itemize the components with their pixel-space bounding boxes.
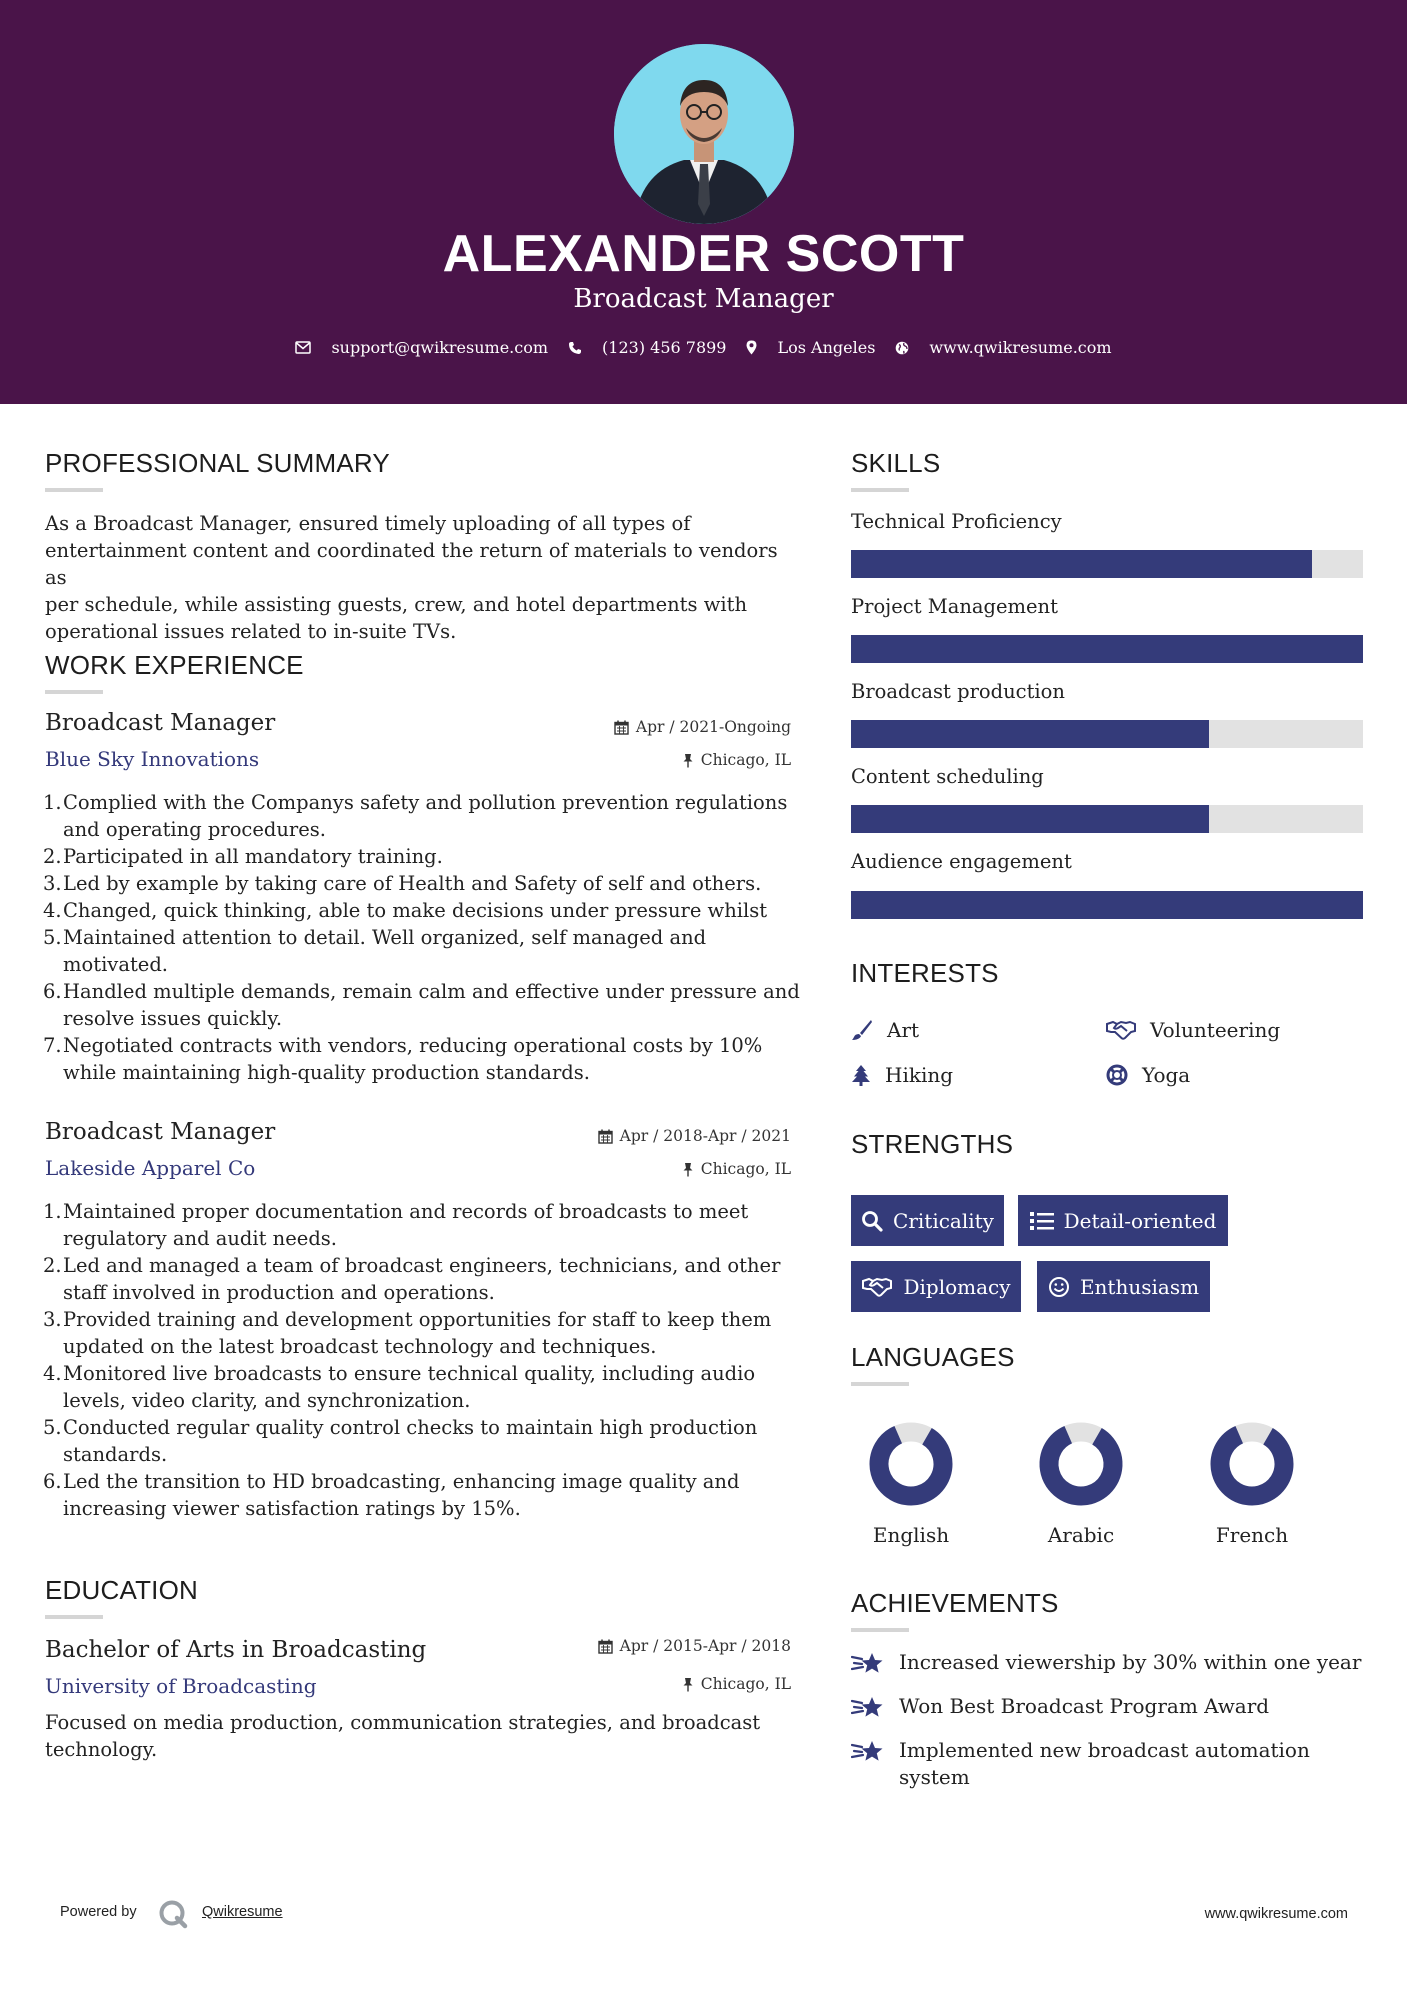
list-number: 2.: [43, 1254, 62, 1277]
list-item-line: levels, video clarity, and synchronization.: [63, 1389, 471, 1412]
contact-location: [746, 338, 875, 357]
candidate-title: Broadcast Manager: [573, 284, 834, 314]
list-item-line: while maintaining high-quality production standards.: [63, 1061, 590, 1084]
smile-icon: [1048, 1276, 1070, 1298]
lifering-icon: [1106, 1064, 1128, 1086]
strength-badge: [851, 1195, 1004, 1246]
contact-website[interactable]: [895, 338, 1111, 357]
strength-badge: [1018, 1195, 1228, 1246]
skill-bar-fill: [851, 550, 1312, 578]
languages-heading-rule: [851, 1382, 909, 1386]
resume-header: [0, 0, 1407, 404]
list-item-line: Led and managed a team of broadcast engineers, technicians, and other: [63, 1254, 781, 1277]
list-item: [45, 978, 815, 1032]
job-location-text: Chicago, IL: [700, 751, 791, 769]
list-item: [45, 1468, 815, 1522]
contact-phone-text: (123) 456 7899: [602, 338, 727, 357]
handshake-icon: [1106, 1020, 1136, 1040]
job-location: [500, 751, 791, 769]
shooting-star-icon: [851, 1693, 885, 1721]
list-item-line: staff involved in production and operations.: [63, 1281, 495, 1304]
list-item: [45, 1414, 815, 1468]
calendar-icon: [614, 720, 629, 735]
achievement-line: Won Best Broadcast Program Award: [899, 1694, 1270, 1718]
skill-label: Audience engagement: [851, 850, 1072, 873]
interest-label: Yoga: [1142, 1063, 1191, 1087]
job-dates-text: Apr / 2018-Apr / 2021: [619, 1127, 791, 1145]
achievement-line: system: [899, 1765, 970, 1789]
job-location-text: Chicago, IL: [700, 1160, 791, 1178]
list-item-line: resolve issues quickly.: [63, 1007, 283, 1030]
list-item-line: Handled multiple demands, remain calm and effective under pressure and: [63, 980, 800, 1003]
search-icon: [861, 1210, 883, 1232]
summary-text: [45, 510, 805, 645]
list-item-line: Led by example by taking care of Health and Safety of self and others.: [63, 872, 762, 895]
degree-title: Bachelor of Arts in Broadcasting: [45, 1637, 427, 1663]
summary-line: As a Broadcast Manager, ensured timely uploading of all types of: [45, 512, 691, 535]
education-dates-text: Apr / 2015-Apr / 2018: [619, 1637, 791, 1655]
list-item-line: Changed, quick thinking, able to make decisions under pressure whilst: [63, 899, 768, 922]
achievements-heading-rule: [851, 1628, 909, 1632]
person-portrait-image: [614, 44, 794, 224]
education-line: technology.: [45, 1738, 158, 1761]
interest-label: Hiking: [885, 1063, 954, 1087]
interest-label: Volunteering: [1150, 1018, 1281, 1042]
list-number: 4.: [43, 899, 62, 922]
strength-badge: [1037, 1261, 1210, 1312]
list-item-line: Maintained attention to detail. Well organized, self managed and: [63, 926, 707, 949]
skill-bar-fill: [851, 805, 1209, 833]
strength-badge: [851, 1261, 1021, 1312]
list-number: 2.: [43, 845, 62, 868]
achievement-line: Increased viewership by 30% within one year: [899, 1650, 1362, 1674]
achievement-text: [899, 1693, 1269, 1720]
summary-line: per schedule, while assisting guests, crew, and hotel departments with: [45, 593, 748, 616]
list-item-line: standards.: [63, 1443, 168, 1466]
envelope-icon: [295, 341, 311, 354]
list-item-line: Complied with the Companys safety and pollution prevention regulations: [63, 791, 788, 814]
contact-location-text: Los Angeles: [777, 338, 876, 357]
summary-line: operational issues related to in-suite TVs.: [45, 620, 457, 643]
education-heading-rule: [45, 1615, 103, 1619]
list-item-line: increasing viewer satisfaction ratings by 15%.: [63, 1497, 521, 1520]
list-number: 5.: [43, 1416, 62, 1439]
skill-bar-fill: [851, 635, 1363, 663]
skill-label: Content scheduling: [851, 765, 1044, 788]
language-label: English: [872, 1523, 950, 1547]
list-item-line: Participated in all mandatory training.: [63, 845, 443, 868]
pushpin-icon: [682, 1162, 694, 1177]
summary-heading: PROFESSIONAL SUMMARY: [45, 448, 390, 478]
interests-heading: INTERESTS: [851, 958, 999, 988]
strength-label: Enthusiasm: [1079, 1274, 1200, 1299]
summary-line: entertainment content and coordinated the return of materials to vendors as: [45, 539, 778, 589]
list-item: [45, 1032, 815, 1086]
contact-email[interactable]: [295, 338, 548, 357]
list-number: 6.: [43, 980, 62, 1003]
job-title: Broadcast Manager: [45, 710, 276, 736]
calendar-icon: [598, 1129, 613, 1144]
paintbrush-icon: [851, 1019, 873, 1041]
job-dates: [500, 718, 791, 736]
list-item-line: and operating procedures.: [63, 818, 327, 841]
skill-bar-fill: [851, 720, 1209, 748]
experience-heading: WORK EXPERIENCE: [45, 650, 304, 680]
list-number: 6.: [43, 1470, 62, 1493]
achievements-heading: ACHIEVEMENTS: [851, 1588, 1059, 1618]
list-item-line: motivated.: [63, 953, 169, 976]
achievement-item: [851, 1649, 1371, 1677]
contact-bar: [0, 338, 1407, 357]
company-name: Blue Sky Innovations: [45, 747, 260, 771]
powered-by-text: Powered by: [60, 1904, 137, 1920]
skill-bar: [851, 720, 1363, 748]
list-item-line: regulatory and audit needs.: [63, 1227, 338, 1250]
job-location: [500, 1160, 791, 1178]
shooting-star-icon: [851, 1649, 885, 1677]
skills-heading: SKILLS: [851, 448, 941, 478]
list-item: [45, 897, 815, 924]
language-label: Arabic: [1047, 1523, 1115, 1547]
interest-item: [851, 1018, 919, 1042]
skill-label: Technical Proficiency: [851, 510, 1062, 533]
handshake-icon: [861, 1277, 893, 1297]
list-item: [45, 1306, 815, 1360]
list-item: [45, 843, 815, 870]
job-dates-text: Apr / 2021-Ongoing: [635, 718, 791, 736]
achievement-item: [851, 1693, 1371, 1721]
list-number: 3.: [43, 1308, 62, 1331]
strength-label: Criticality: [893, 1208, 994, 1233]
list-item: [45, 1360, 815, 1414]
interest-item: [851, 1063, 953, 1087]
skills-heading-rule: [851, 488, 909, 492]
strength-label: Detail-oriented: [1063, 1208, 1217, 1233]
contact-email-text: support@qwikresume.com: [331, 338, 549, 357]
qwikresume-logo-icon: [158, 1899, 188, 1929]
list-item: [45, 924, 815, 978]
map-pin-icon: [746, 340, 757, 355]
job-title: Broadcast Manager: [45, 1119, 276, 1145]
interest-item: [1106, 1018, 1280, 1042]
education-location-text: Chicago, IL: [700, 1675, 791, 1693]
calendar-icon: [598, 1639, 613, 1654]
contact-website-text: www.qwikresume.com: [929, 338, 1112, 357]
skill-bar: [851, 805, 1363, 833]
skill-bar-fill: [851, 891, 1363, 919]
list-item-line: Negotiated contracts with vendors, reducing operational costs by 10%: [63, 1034, 763, 1057]
list-item-line: Maintained proper documentation and records of broadcasts to meet: [63, 1200, 749, 1223]
language-donut: [868, 1421, 954, 1507]
list-number: 1.: [43, 1200, 62, 1223]
phone-icon: [568, 341, 582, 355]
pushpin-icon: [682, 1677, 694, 1692]
list-number: 5.: [43, 926, 62, 949]
list-item-line: Monitored live broadcasts to ensure technical quality, including audio: [63, 1362, 756, 1385]
skill-bar: [851, 550, 1363, 578]
interest-label: Art: [887, 1018, 920, 1042]
list-item: [45, 870, 815, 897]
job-dates: [500, 1127, 791, 1145]
experience-heading-rule: [45, 690, 103, 694]
education-location: [500, 1675, 791, 1693]
strengths-heading: STRENGTHS: [851, 1129, 1014, 1159]
strength-label: Diplomacy: [903, 1274, 1011, 1299]
skill-bar: [851, 891, 1363, 919]
skill-label: Broadcast production: [851, 680, 1065, 703]
footer-website[interactable]: www.qwikresume.com: [1204, 1906, 1348, 1922]
list-number: 4.: [43, 1362, 62, 1385]
profile-photo: [614, 44, 794, 224]
achievement-item: [851, 1737, 1371, 1791]
achievement-text: [899, 1649, 1361, 1676]
school-name: University of Broadcasting: [45, 1674, 317, 1698]
list-item-line: updated on the latest broadcast technology and techniques.: [63, 1335, 657, 1358]
languages-heading: LANGUAGES: [851, 1342, 1015, 1372]
list-number: 1.: [43, 791, 62, 814]
job-duties-list: [45, 1198, 815, 1522]
language-donut: [1209, 1421, 1295, 1507]
list-item: [45, 1252, 815, 1306]
candidate-name: ALEXANDER SCOTT: [442, 225, 965, 283]
list-item: [45, 1198, 815, 1252]
language-label: French: [1215, 1523, 1289, 1547]
qwikresume-link[interactable]: Qwikresume: [202, 1904, 283, 1920]
list-number: 3.: [43, 872, 62, 895]
list-item-line: Led the transition to HD broadcasting, enhancing image quality and: [63, 1470, 740, 1493]
tree-icon: [851, 1064, 871, 1086]
list-item-line: Conducted regular quality control checks to maintain high production: [63, 1416, 758, 1439]
pushpin-icon: [682, 753, 694, 768]
globe-icon: [895, 341, 909, 355]
education-heading: EDUCATION: [45, 1575, 198, 1605]
education-line: Focused on media production, communication strategies, and broadcast: [45, 1711, 761, 1734]
skill-label: Project Management: [851, 595, 1058, 618]
job-duties-list: [45, 789, 815, 1086]
list-number: 7.: [43, 1034, 62, 1057]
skill-bar: [851, 635, 1363, 663]
company-name: Lakeside Apparel Co: [45, 1156, 256, 1180]
education-description: [45, 1709, 805, 1763]
list-item: [45, 789, 815, 843]
contact-phone[interactable]: [568, 338, 726, 357]
achievement-line: Implemented new broadcast automation: [899, 1738, 1310, 1762]
education-dates: [500, 1637, 791, 1655]
language-donut: [1038, 1421, 1124, 1507]
list-icon: [1030, 1211, 1054, 1231]
shooting-star-icon: [851, 1737, 885, 1765]
achievement-text: [899, 1737, 1310, 1791]
summary-heading-rule: [45, 488, 103, 492]
list-item-line: Provided training and development opportunities for staff to keep them: [63, 1308, 772, 1331]
interest-item: [1106, 1063, 1190, 1087]
